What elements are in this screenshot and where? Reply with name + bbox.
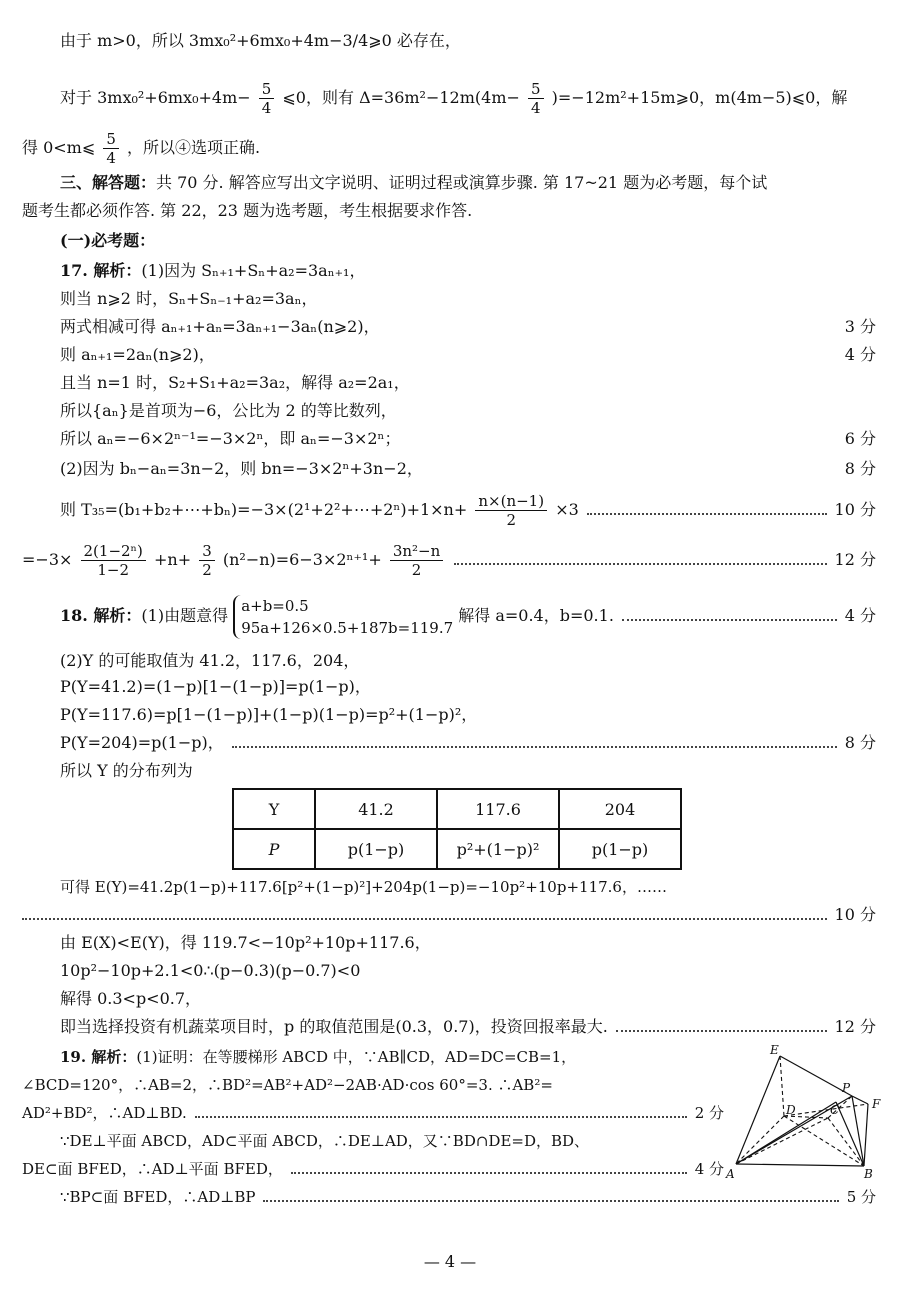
vertex-label: P <box>842 1081 851 1095</box>
page-number: — 4 — <box>423 1252 477 1271</box>
vertex-label: F <box>872 1097 881 1111</box>
scored-line: =−3× $\frac{\text{2(1−2ⁿ)}}{1-2}$ +n+ $\frac{3}{2}$ (n²−n)=6−3×2ⁿ⁺¹+ $\frac{\text{3n²−n}}{2}$ 12 分 <box>22 542 876 579</box>
score: 6 分 <box>844 429 876 448</box>
fraction: $\frac{\text{2(1−2ⁿ)}}{1-2}$ <box>81 542 146 579</box>
score: 10 分 <box>834 500 876 519</box>
text-line: 得 0<m⩽ $\frac{5}{4}$ ，所以④选项正确. <box>22 130 261 167</box>
distribution-table <box>232 788 682 870</box>
vertex-label: D <box>786 1103 796 1117</box>
text-line: 19. 解析：(1)证明：在等腰梯形 ABCD 中，∵AB∥CD，AD=DC=CB=1， <box>60 1048 577 1066</box>
score: 2 分 <box>694 1104 724 1122</box>
score: 8 分 <box>844 733 876 752</box>
text-line: 所以 Y 的分布列为 <box>60 761 193 780</box>
score: 4 分 <box>694 1160 724 1178</box>
text-line: 10p²−10p+2.1<0∴(p−0.3)(p−0.7)<0 <box>60 961 361 980</box>
score: 4 分 <box>844 606 876 626</box>
text-line: 所以{aₙ}是首项为−6，公比为 2 的等比数列， <box>60 401 397 420</box>
text-line: ∵DE⊥平面 ABCD，AD⊂平面 ABCD，∴DE⊥AD，又∵BD∩DE=D，BD、 <box>60 1132 590 1150</box>
text-line: 由于 m>0，所以 3mx₀²+6mx₀+4m−3/4⩾0 必存在， <box>60 31 461 50</box>
text-line: 对于 3mx₀²+6mx₀+4m− $\frac{5}{4}$ ⩽0，则有 Δ=36m²−12m(4m− $\frac{5}{4}$ )=−12m²+15m⩾0，m(4m−5)⩽0，解 <box>60 80 848 117</box>
vertex-label: A <box>726 1167 735 1181</box>
scored-line: 所以 aₙ=−6×2ⁿ⁻¹=−3×2ⁿ，即 aₙ=−3×2ⁿ； 6 分 <box>60 429 876 448</box>
scored-line: 18. 解析：(1)由题意得 a+b=0.5 95a+126×0.5+187b=119.7 解得 a=0.4，b=0.1. 4 分 <box>60 594 876 639</box>
table-row: P p(1−p) p²+(1−p)² p(1−p) <box>233 829 681 869</box>
text-line: 17. 解析：(1)因为 Sₙ₊₁+Sₙ+a₂=3aₙ₊₁， <box>60 261 366 280</box>
fraction: $\frac{3}{2}$ <box>199 542 215 579</box>
score: 5 分 <box>846 1188 876 1206</box>
scored-line: 则 T₃₅=(b₁+b₂+⋯+bₙ)=−3×(2¹+2²+⋯+2ⁿ)+1×n+ $\frac{n\times(n-1)}{2}$ ×3 10 分 <box>60 492 876 529</box>
scored-line: P(Y=204)=p(1−p)， 8 分 <box>60 733 876 752</box>
vertex-label: B <box>864 1167 873 1181</box>
equation-system: a+b=0.5 95a+126×0.5+187b=119.7 <box>233 595 453 639</box>
text-line: 解得 0.3<p<0.7， <box>60 989 202 1008</box>
fraction: $\frac{5}{4}$ <box>259 80 275 117</box>
text-line: 则当 n⩾2 时，Sₙ+Sₙ₋₁+a₂=3aₙ， <box>60 289 318 308</box>
score: 12 分 <box>834 1017 876 1036</box>
text-line: P(Y=41.2)=(1−p)[1−(1−p)]=p(1−p)， <box>60 677 371 696</box>
text-line: 可得 E(Y)=41.2p(1−p)+117.6[p²+(1−p)²]+204p(1−p)=−10p²+10p+117.6，…… <box>60 878 667 896</box>
text-line: 由 E(X)<E(Y)，得 119.7<−10p²+10p+117.6， <box>60 933 431 952</box>
text-line: 题考生都必须作答. 第 22，23 题为选考题，考生根据要求作答. <box>22 201 473 220</box>
fraction: $\frac{5}{4}$ <box>103 130 119 167</box>
vertex-label: E <box>770 1044 779 1057</box>
fraction: $\frac{n\times(n-1)}{2}$ <box>475 492 547 529</box>
score: 3 分 <box>844 317 876 336</box>
scored-line: DE⊂面 BFED，∴AD⊥平面 BFED， 4 分 <box>22 1160 724 1178</box>
vertex-label: C <box>830 1103 840 1117</box>
subsection-heading: (一)必考题： <box>60 231 156 250</box>
section-heading: 三、解答题：共 70 分. 解答应写出文字说明、证明过程或演算步骤. 第 17~21 题为必考题，每个试 <box>60 173 768 192</box>
text-line: 且当 n=1 时，S₂+S₁+a₂=3a₂，解得 a₂=2a₁， <box>60 373 410 392</box>
score: 8 分 <box>844 459 876 478</box>
scored-line <box>22 904 876 926</box>
scored-line: 即当选择投资有机蔬菜项目时，p 的取值范围是(0.3，0.7)，投资回报率最大. 12 分 <box>60 1017 876 1036</box>
score: 12 分 <box>834 550 876 569</box>
scored-line: 则 aₙ₊₁=2aₙ(n⩾2)， 4 分 <box>60 345 876 364</box>
text-line: ∠BCD=120°，∴AB=2，∴BD²=AB²+AD²−2AB·AD·cos 60°=3. ∴AB²= <box>22 1076 553 1094</box>
score: 4 分 <box>844 345 876 364</box>
scored-line: ∵BP⊂面 BFED，∴AD⊥BP 5 分 <box>60 1188 876 1206</box>
score: 10 分 <box>834 905 876 924</box>
scored-line: 两式相减可得 aₙ₊₁+aₙ=3aₙ₊₁−3aₙ(n⩾2)， 3 分 <box>60 317 876 336</box>
text-line: P(Y=117.6)=p[1−(1−p)]+(1−p)(1−p)=p²+(1−p)²， <box>60 705 478 724</box>
geometry-figure <box>724 1044 884 1184</box>
scored-line: (2)因为 bₙ−aₙ=3n−2，则 bn=−3×2ⁿ+3n−2， 8 分 <box>60 459 876 478</box>
text-line: (2)Y 的可能取值为 41.2，117.6，204， <box>60 651 360 670</box>
scored-line: AD²+BD²，∴AD⊥BD. 2 分 <box>22 1104 724 1122</box>
table-row: Y 41.2 117.6 204 <box>233 789 681 829</box>
fraction: $\frac{5}{4}$ <box>528 80 544 117</box>
fraction: $\frac{\text{3n²−n}}{2}$ <box>390 542 443 579</box>
